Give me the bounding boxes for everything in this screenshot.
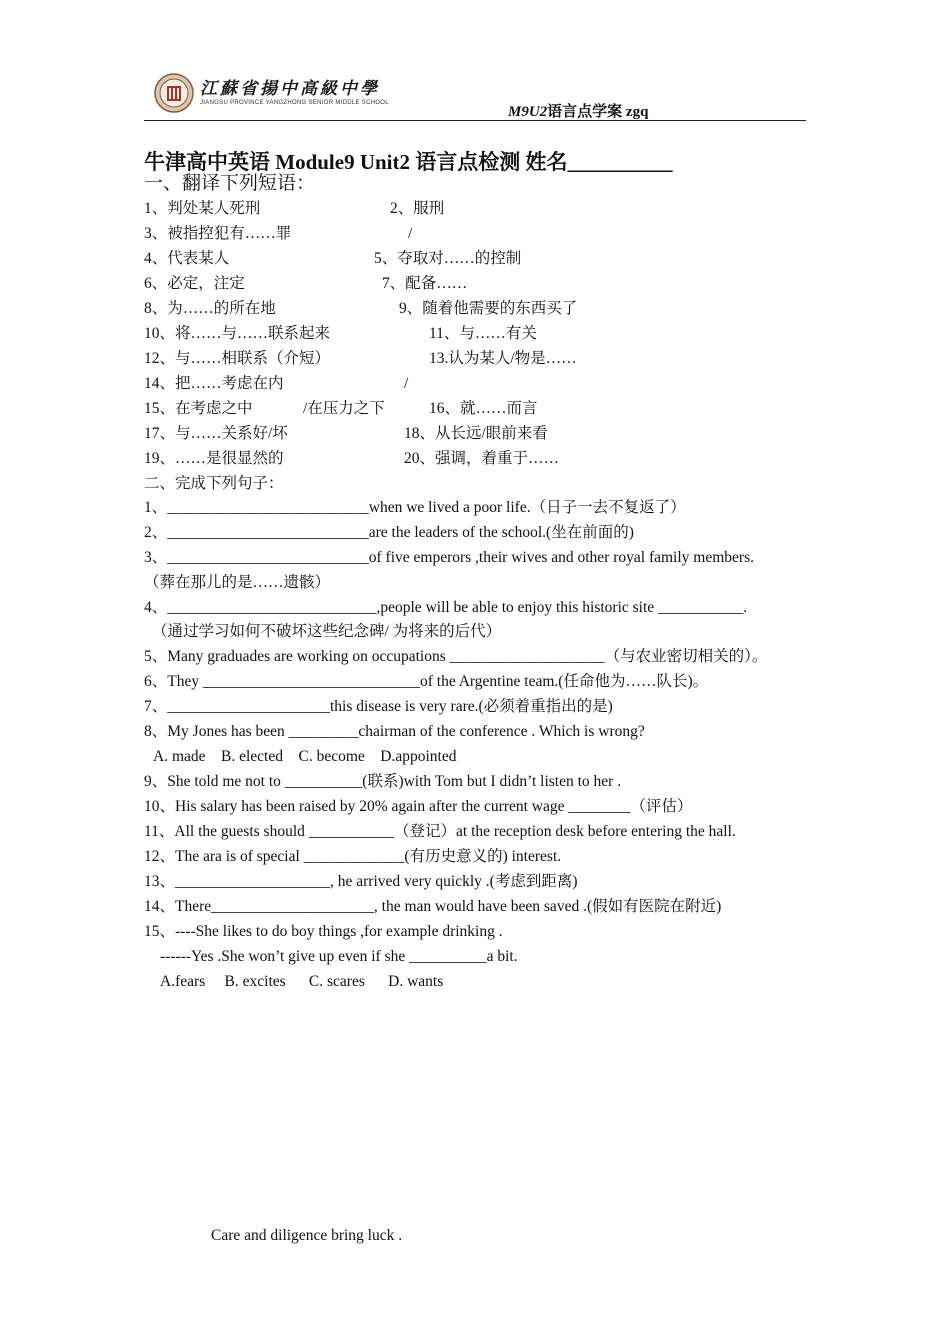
sentence-hint: （通过学习如何不破坏这些纪念碑/ 为将来的后代）	[152, 623, 502, 640]
phrase-left: 19、……是很显然的	[144, 450, 284, 467]
phrase-left: 3、被指控犯有……罪	[144, 225, 292, 242]
phrase-left: 10、将……与……联系起来	[144, 325, 331, 342]
phrase-right: 9、随着他需要的东西买了	[399, 300, 578, 317]
phrase-left: 15、在考虑之中	[144, 400, 253, 417]
sentence-item: 3、__________________________of five emperors ,their wives and other royal family members.	[144, 549, 754, 566]
sentence-item: 9、She told me not to __________(联系)with Tom but I didn’t listen to her .	[144, 773, 622, 790]
phrase-row	[144, 224, 413, 244]
sentence-item: 15、----She likes to do boy things ,for example drinking .	[144, 923, 503, 940]
phrase-left: 4、代表某人	[144, 250, 230, 267]
choice-options: A.fears B. excites C. scares D. wants	[160, 973, 444, 990]
phrase-row	[144, 374, 409, 394]
sentence-item: 7、_____________________this disease is very rare.(必须着重指出的是)	[144, 698, 613, 715]
phrase-right: 18、从长远/眼前来看	[404, 425, 548, 442]
phrase-left: 8、为……的所在地	[144, 300, 276, 317]
sentence-item: 1、__________________________when we lived a poor life.（日子一去不复返了）	[144, 499, 686, 516]
phrase-right: /	[404, 375, 409, 392]
phrase-row	[144, 324, 537, 344]
sentence-item: 12、The ara is of special _____________(有历史意义的) interest.	[144, 848, 562, 865]
phrase-right: 20、强调，着重于……	[404, 450, 560, 467]
sentence-item: 13、____________________, he arrived very quickly .(考虑到距离)	[144, 873, 578, 890]
phrase-right: /	[408, 225, 413, 242]
phrase-right: 13.认为某人/物是……	[429, 350, 577, 367]
doc-code: M9U2	[508, 104, 548, 120]
phrase-row	[144, 449, 560, 469]
doc-label: 语言点学案 zgq	[547, 104, 649, 120]
phrase-left: 17、与……关系好/坏	[144, 425, 288, 442]
phrase-row	[144, 274, 468, 294]
phrase-right: 5、夺取对……的控制	[374, 250, 522, 267]
school-seal-icon	[154, 73, 194, 113]
phrase-row	[144, 424, 548, 444]
phrase-row	[144, 349, 577, 369]
phrase-row	[144, 299, 578, 319]
phrase-row	[144, 399, 538, 419]
section2-heading: 二、完成下列句子：	[144, 475, 284, 492]
sentence-item: ------Yes .She won’t give up even if she __________a bit.	[160, 948, 518, 965]
phrase-middle: /在压力之下	[303, 400, 385, 417]
school-logo	[154, 72, 390, 114]
school-name-en: JIANGSU PROVINCE YANGZHONG SENIOR MIDDLE SCHOOL	[200, 100, 389, 106]
sentence-item: 5、Many graduades are working on occupations ____________________（与农业密切相关的）。	[144, 648, 768, 665]
phrase-row	[144, 199, 445, 219]
sentence-item: 8、My Jones has been _________chairman of the conference . Which is wrong?	[144, 723, 645, 740]
page-title: 牛津高中英语 Module9 Unit2 语言点检测 姓名__________	[144, 150, 673, 174]
sentence-item: 11、All the guests should ___________（登记）at the reception desk before entering the hall.	[144, 823, 736, 840]
school-name-cn: 江蘇省揚中高級中學	[200, 79, 380, 98]
phrase-left: 1、判处某人死刑	[144, 200, 261, 217]
footer-motto: Care and diligence bring luck .	[211, 1227, 403, 1244]
phrase-right: 7、配备……	[382, 275, 468, 292]
sentence-item: 2、__________________________are the leaders of the school.(坐在前面的)	[144, 524, 634, 541]
sentence-item: 14、There_____________________, the man would have been saved .(假如有医院在附近)	[144, 898, 722, 915]
phrase-right: 2、服刑	[390, 200, 445, 217]
phrase-row	[144, 249, 522, 269]
sentence-item: 6、They ____________________________of the Argentine team.(任命他为……队长)。	[144, 673, 709, 690]
header-divider	[144, 120, 806, 121]
section1-heading: 一、翻译下列短语：	[144, 173, 316, 194]
phrase-right: 16、就……而言	[429, 400, 538, 417]
document-code	[508, 100, 648, 121]
phrase-left: 6、必定，注定	[144, 275, 245, 292]
sentence-item: 4、___________________________,people will be able to enjoy this historic site ___________.	[144, 599, 748, 616]
choice-options: A. made B. elected C. become D.appointed	[153, 748, 457, 765]
sentence-hint: （葬在那儿的是……遗骸）	[144, 574, 331, 591]
phrase-left: 14、把……考虑在内	[144, 375, 284, 392]
phrase-left: 12、与……相联系（介短）	[144, 350, 331, 367]
sentence-item: 10、His salary has been raised by 20% again after the current wage ________（评估）	[144, 798, 693, 815]
phrase-right: 11、与……有关	[429, 325, 537, 342]
